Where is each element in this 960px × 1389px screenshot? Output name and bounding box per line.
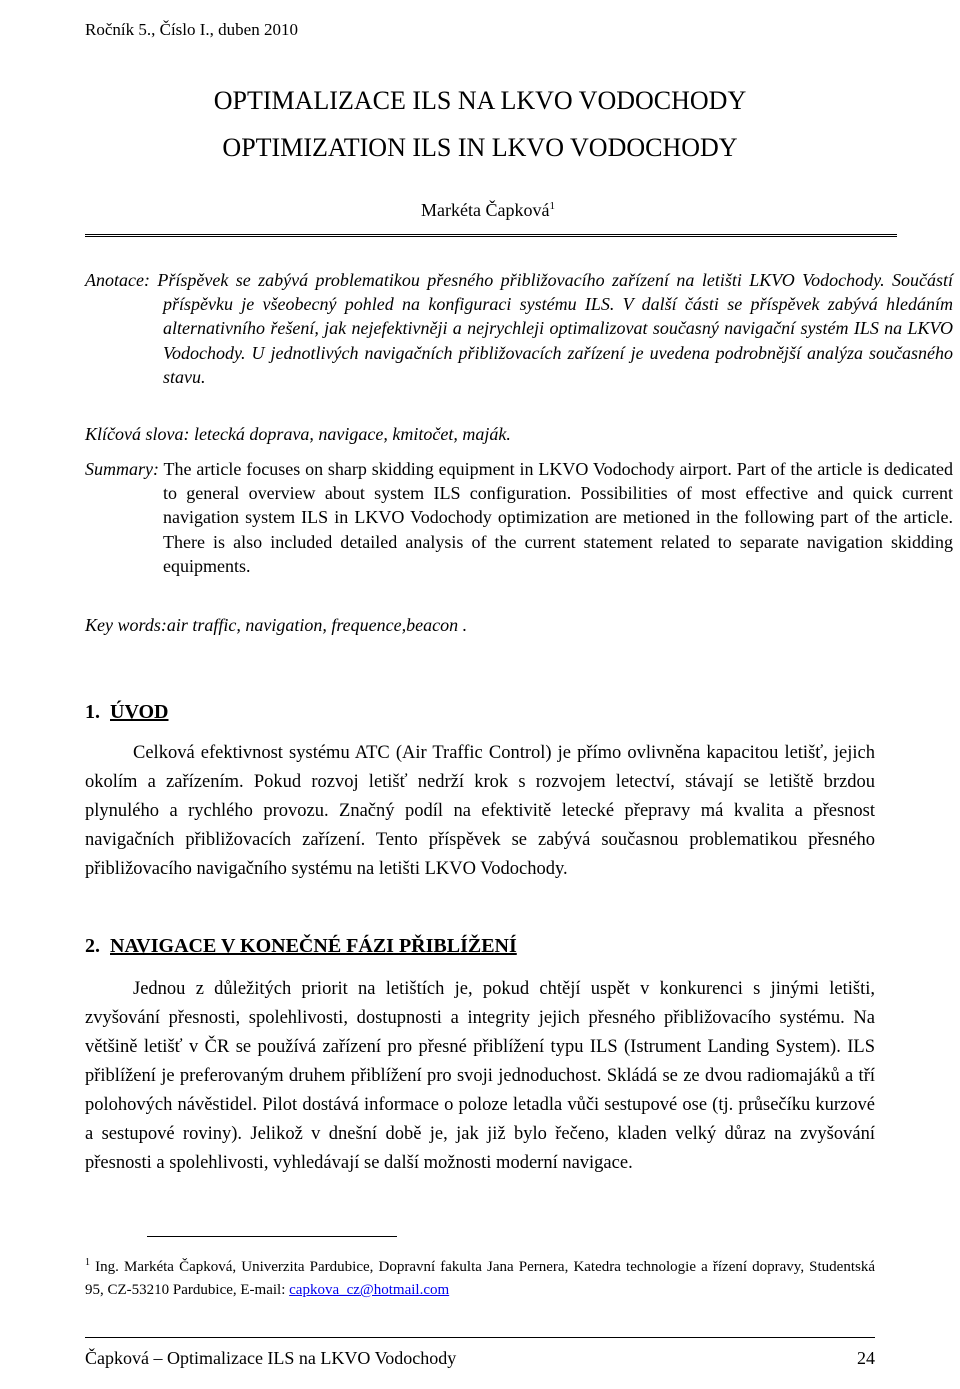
page-number: 24 bbox=[857, 1348, 875, 1368]
footnote-mark: 1 bbox=[85, 1257, 90, 1268]
running-footer: Čapková – Optimalizace ILS na LKVO Vodochody bbox=[85, 1348, 457, 1368]
title-czech: OPTIMALIZACE ILS NA LKVO VODOCHODY bbox=[213, 86, 747, 115]
footnote bbox=[85, 1251, 875, 1302]
abstract-czech bbox=[85, 268, 953, 389]
title-divider bbox=[85, 234, 897, 237]
section-title-2: NAVIGACE V KONEČNÉ FÁZI PŘIBLÍŽENÍ bbox=[110, 935, 517, 957]
footnote-text: Ing. Markéta Čapková, Univerzita Pardubice, Dopravní fakulta Jana Pernera, Katedra technologie a řízení dopravy, Studentská 95, CZ-53210 Pardubice, E-mail: bbox=[85, 1259, 876, 1298]
section-heading-2 bbox=[85, 935, 517, 958]
section-number-1: 1. bbox=[85, 701, 100, 723]
author-footnote-mark: 1 bbox=[549, 200, 555, 212]
title-english: OPTIMIZATION ILS IN LKVO VODOCHODY bbox=[222, 133, 738, 162]
footer-divider bbox=[85, 1337, 875, 1338]
section-body-1: Celková efektivnost systému ATC (Air Traffic Control) je přímo ovlivněna kapacitou letišť, jejich okolím a zařízením. Pokud rozvoj letišť nedrží krok s rozvojem letectví, stávají se letiště brzdou plynulého a rychlého provozu. Značný podíl na efektivitě letecké přepravy má kvalita a přesnost navigačních přibližovacích zařízení. Tento příspěvek se zabývá současnou problematikou přesného přibližovacího navigačního systému na letišti LKVO Vodochody. bbox=[85, 743, 875, 879]
email-link[interactable]: capkova_cz@hotmail.com bbox=[289, 1282, 450, 1298]
section-body-2: Jednou z důležitých priorit na letištích je, pokud chtějí uspět v konkurenci s jinými letišti, zvyšování přesnosti, spolehlivosti, dostupnosti a integrity jejich přesného přibližovacího systému. Na většině letišť v ČR se používá zařízení pro přesné přiblížení typu ILS (Istrument Landing System). ILS přiblížení je preferovaným druhem přiblížení pro svoji jednoduchost. Skládá se ze dvou radiomajáků a tří polohových návěstidel. Pilot dostává informace o poloze letadla vůči sestupové ose (tj. průsečíku kurzové a sestupové roviny). Jelikož v dnešní době je, jak již bylo řečeno, kladen velký důraz na zvyšování přesnosti a spolehlivosti, vyhledávají se další možnosti moderní navigace. bbox=[85, 979, 875, 1173]
author-name: Markéta Čapková bbox=[421, 200, 550, 220]
keywords-english: Key words:air traffic, navigation, frequence,beacon . bbox=[85, 615, 468, 635]
keywords-czech: Klíčová slova: letecká doprava, navigace, kmitočet, maják. bbox=[85, 424, 511, 444]
section-heading-1 bbox=[85, 701, 169, 724]
author-line bbox=[421, 200, 555, 221]
summary-text: The article focuses on sharp skidding equipment in LKVO Vodochody airport. Part of the article is dedicated to general overview about system ILS configuration. Possibilities of most effective and quick current navigation system ILS in LKVO Vodochody optimization are metioned in the following part of the article. There is also included detailed analysis of the current statement related to separate navigation skidding equipments. bbox=[163, 459, 953, 576]
summary-english bbox=[85, 457, 953, 578]
section-number-2: 2. bbox=[85, 935, 100, 957]
footnote-divider bbox=[147, 1236, 397, 1237]
abstract-text: Příspěvek se zabývá problematikou přesného přibližovacího zařízení na letišti LKVO Vodochody. Součástí příspěvku je všeobecný pohled na konfiguraci systému ILS. V další části se příspěvek zabývá hledáním alternativního řešení, jak nejefektivněji a nejrychleji optimalizovat současný navigační systém ILS na LKVO Vodochody. U jednotlivých navigačních přibližovacích zařízení je uvedena podrobnější analýza současného stavu. bbox=[157, 270, 953, 387]
summary-label: Summary: bbox=[85, 459, 159, 479]
journal-issue-header: Ročník 5., Číslo I., duben 2010 bbox=[85, 20, 298, 39]
section-title-1: ÚVOD bbox=[110, 701, 169, 723]
abstract-label: Anotace: bbox=[85, 270, 150, 290]
